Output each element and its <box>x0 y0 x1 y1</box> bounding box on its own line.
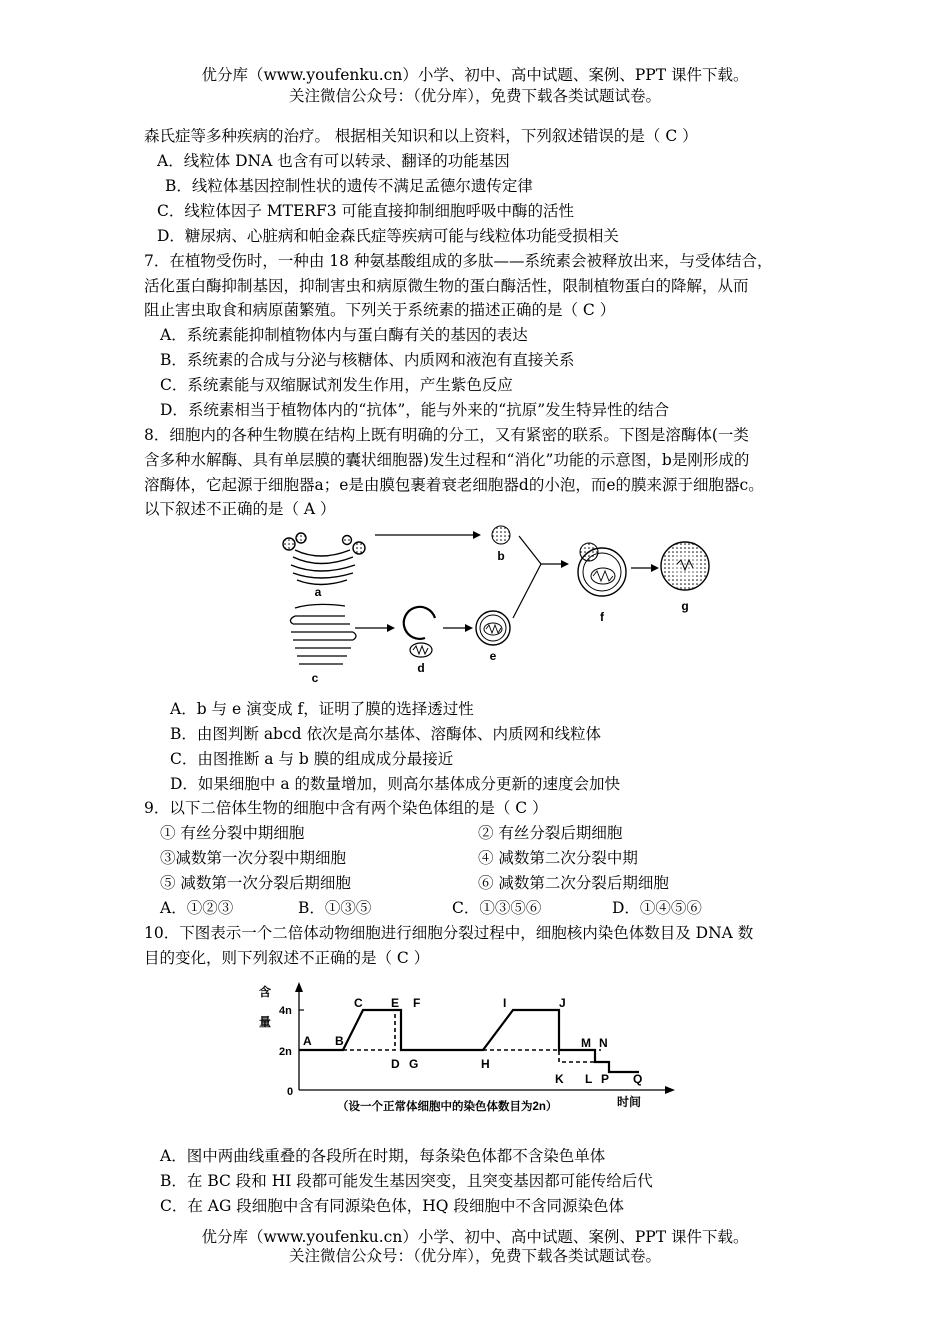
point-k: K <box>555 1072 564 1086</box>
y-tick-4n: 4n <box>279 1005 292 1017</box>
q6-option-a: A．线粒体 DNA 也含有可以转录、翻译的功能基因 <box>157 152 510 170</box>
q9-option-b: B．①③⑤ <box>298 899 372 917</box>
q7-option-a: A．系统素能抑制植物体内与蛋白酶有关的基因的表达 <box>160 326 528 344</box>
q8-stem-line-1: 8．细胞内的各种生物膜在结构上既有明确的分工，又有紧密的联系。下图是溶酶体(一类 <box>144 426 749 444</box>
q9-stem: 9．以下二倍体生物的细胞中含有两个染色体组的是（ C ） <box>144 799 548 817</box>
q7-option-b: B．系统素的合成与分泌与核糖体、内质网和液泡有直接关系 <box>160 351 575 369</box>
q7-stem-line-3: 阻止害虫取食和病原菌繁殖。下列关于系统素的描述正确的是（ C ） <box>144 301 616 319</box>
q6-option-d: D．糖尿病、心脏病和帕金森氏症等疾病可能与线粒体功能受损相关 <box>157 227 619 245</box>
chromosome-curve-1 <box>343 1010 395 1050</box>
point-a: A <box>303 1034 312 1048</box>
q7-stem-line-2: 活化蛋白酶抑制基因，抑制害虫和病原微生物的蛋白酶活性，限制植物蛋白的降解，从而 <box>144 277 749 295</box>
label-b: b <box>497 549 505 563</box>
point-h: H <box>481 1057 490 1071</box>
q8-option-a: A．b 与 e 演变成 f，证明了膜的选择透过性 <box>170 700 474 718</box>
q8-option-b: B．由图判断 abcd 依次是高尔基体、溶酶体、内质网和线粒体 <box>170 725 602 743</box>
chromosome-curve-2 <box>483 1050 601 1062</box>
label-d: d <box>417 661 425 675</box>
q9-option-c: C．①③⑤⑥ <box>452 899 542 917</box>
point-q: Q <box>633 1072 643 1086</box>
q9-option-a: A．①②③ <box>160 899 234 917</box>
lysosome-diagram <box>275 522 715 690</box>
q7-option-c: C．系统素能与双缩脲试剂发生作用，产生紫色反应 <box>160 376 513 394</box>
label-e: e <box>489 649 497 663</box>
q8-option-c: C．由图推断 a 与 b 膜的组成成分最接近 <box>170 750 454 768</box>
point-g: G <box>409 1057 419 1071</box>
label-g: g <box>681 599 689 613</box>
header-line-1: 优分库（www.youfenku.cn）小学、初中、高中试题、案例、PPT 课件下载。 <box>201 66 749 84</box>
graph-caption: （设一个正常体细胞中的染色体数目为2n） <box>337 1101 558 1113</box>
x-axis-label: 时间 <box>617 1095 642 1109</box>
q7-option-d: D．系统素相当于植物体内的“抗体”，能与外来的“抗原”发生特异性的结合 <box>160 401 670 419</box>
lysosome-b <box>492 526 510 544</box>
point-n: N <box>599 1036 608 1050</box>
endoplasmic-reticulum-c <box>290 604 356 664</box>
point-e: E <box>391 996 400 1010</box>
q6-option-c: C．线粒体因子 MTERF3 可能直接抑制细胞呼吸中酶的活性 <box>157 202 575 220</box>
point-p: P <box>601 1072 610 1086</box>
header-line-2: 关注微信公众号：（优分库），免费下载各类试题试卷。 <box>288 87 661 105</box>
q10-stem-line-1: 10．下图表示一个二倍体动物细胞进行细胞分裂过程中，细胞核内染色体数目及 DNA 数 <box>144 924 754 942</box>
chromosome-dna-graph <box>255 980 685 1115</box>
q10-option-b: B．在 BC 段和 HI 段都可能发生基因突变，且突变基因都可能传给后代 <box>160 1172 653 1190</box>
golgi-apparatus-a <box>283 533 365 585</box>
q8-option-d: D．如果细胞中 a 的数量增加，则高尔基体成分更新的速度会加快 <box>170 775 621 793</box>
q9-item-6: ⑥ 减数第二次分裂后期细胞 <box>478 874 669 892</box>
point-i: I <box>503 996 507 1010</box>
vesicle-e <box>476 611 510 645</box>
wrapping-membrane <box>404 607 435 639</box>
q10-option-c: C．在 AG 段细胞中含有同源染色体，HQ 段细胞中不含同源染色体 <box>160 1197 624 1215</box>
point-m: M <box>581 1036 591 1050</box>
point-l: L <box>585 1072 593 1086</box>
y-tick-2n: 2n <box>279 1046 292 1058</box>
footer-line-1: 优分库（www.youfenku.cn）小学、初中、高中试题、案例、PPT 课件下载。 <box>201 1228 749 1246</box>
q6-stem-tail: 森氏症等多种疾病的治疗。 根据相关知识和以上资料，下列叙述错误的是（ C ） <box>144 127 698 145</box>
point-b: B <box>335 1034 344 1048</box>
footer-line-2: 关注微信公众号：（优分库），免费下载各类试题试卷。 <box>288 1247 661 1265</box>
label-a: a <box>314 585 322 599</box>
q9-item-2: ② 有丝分裂后期细胞 <box>478 824 623 842</box>
q9-option-d: D．①④⑤⑥ <box>612 899 702 917</box>
q10-option-a: A．图中两曲线重叠的各段所在时期，每条染色体都不含染色单体 <box>160 1147 606 1165</box>
label-c: c <box>311 671 319 685</box>
q8-stem-line-3: 溶酶体，它起源于细胞器a；e是由膜包裹着衰老细胞器d的小泡，而e的膜来源于细胞器c。 <box>144 476 764 494</box>
point-c: C <box>354 996 363 1010</box>
q8-stem-line-2: 含多种水解酶、具有单层膜的囊状细胞器)发生过程和“消化”功能的示意图，b是刚形成的 <box>144 451 750 469</box>
q9-item-5: ⑤ 减数第一次分裂后期细胞 <box>160 874 351 892</box>
y-axis-label-2: 量 <box>259 1015 272 1029</box>
q9-item-1: ① 有丝分裂中期细胞 <box>160 824 305 842</box>
q8-stem-line-4: 以下叙述不正确的是（ A ） <box>144 500 336 518</box>
point-j: J <box>559 996 566 1010</box>
q9-item-4: ④ 减数第二次分裂中期 <box>478 849 638 867</box>
y-axis-label-1: 含 <box>259 985 272 999</box>
point-f: F <box>413 996 421 1010</box>
label-f: f <box>600 610 604 624</box>
q9-item-3: ③减数第一次分裂中期细胞 <box>160 849 347 867</box>
q7-stem-line-1: 7．在植物受伤时，一种由 18 种氨基酸组成的多肽——系统素会被释放出来，与受体结合， <box>144 252 773 270</box>
q10-stem-line-2: 目的变化，则下列叙述不正确的是（ C ） <box>144 949 430 967</box>
point-d: D <box>391 1057 400 1071</box>
y-tick-0: 0 <box>287 1086 294 1098</box>
q6-option-b: B．线粒体基因控制性状的遗传不满足孟德尔遗传定律 <box>165 177 533 195</box>
